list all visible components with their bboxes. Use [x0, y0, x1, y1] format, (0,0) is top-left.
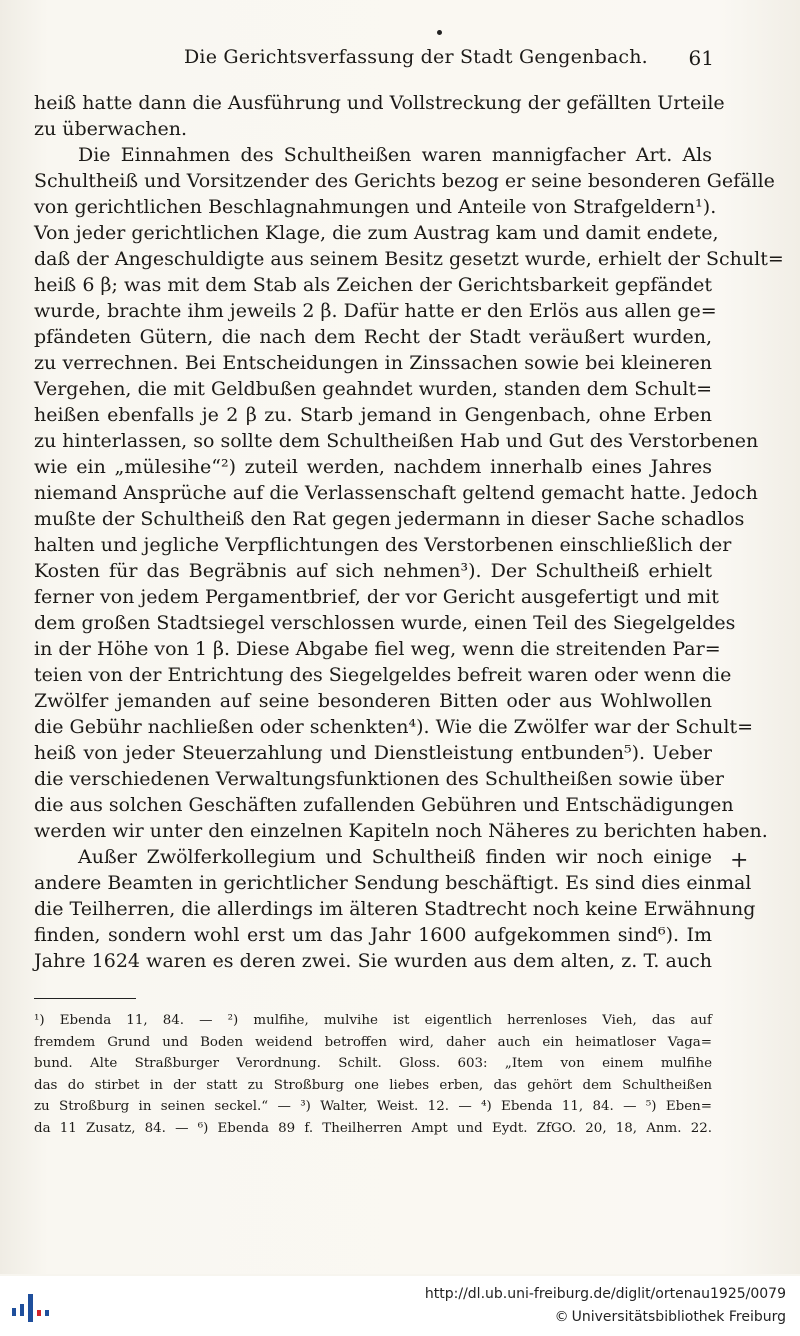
margin-annotation: +: [730, 848, 749, 873]
footnote-line: fremdem Grund und Boden weidend betroffen wird, daher auch ein heimatloser Vaga=: [34, 1034, 712, 1050]
running-title: Die Gerichtsverfassung der Stadt Gengenbach.: [184, 46, 648, 68]
body-line: in der Höhe von 1 β. Diese Abgabe fiel weg, wenn die streitenden Par=: [34, 638, 721, 660]
copyright-notice: [555, 1309, 786, 1325]
body-line: Außer Zwölferkollegium und Schultheiß finden wir noch einige: [78, 846, 712, 868]
body-line: zu hinterlassen, so sollte dem Schultheißen Hab und Gut des Verstorbenen: [34, 430, 759, 452]
footnote-line: zu Stroßburg in seinen seckel.“ — ³) Walter, Weist. 12. — ⁴) Ebenda 11, 84. — ⁵) Eben=: [34, 1099, 712, 1114]
body-line: mußte der Schultheiß den Rat gegen jedermann in dieser Sache schadlos: [34, 508, 745, 530]
body-line: Zwölfer jemanden auf seine besonderen Bitten oder aus Wohlwollen: [34, 690, 712, 712]
body-line: Vergehen, die mit Geldbußen geahndet wurden, standen dem Schult=: [34, 378, 712, 400]
body-line: heißen ebenfalls je 2 β zu. Starb jemand in Gengenbach, ohne Erben: [34, 404, 712, 426]
body-line: wurde, brachte ihm jeweils 2 β. Dafür hatte er den Erlös aus allen ge=: [34, 300, 717, 322]
body-line: Kosten für das Begräbnis auf sich nehmen³). Der Schultheiß erhielt: [34, 560, 712, 582]
body-line: pfändeten Gütern, die nach dem Recht der Stadt veräußert wurden,: [34, 326, 712, 348]
footnote-line: das do stirbet in der statt zu Stroßburg one liebes erben, das gehört dem Schultheißen: [34, 1077, 712, 1093]
body-line: die verschiedenen Verwaltungsfunktionen des Schultheißen sowie über: [34, 768, 724, 790]
page-header: [34, 44, 714, 74]
body-line: werden wir unter den einzelnen Kapiteln noch Näheres zu berichten haben.: [34, 820, 768, 842]
page-number: 61: [688, 46, 714, 70]
print-dot: [437, 30, 442, 35]
body-line: daß der Angeschuldigte aus seinem Besitz gesetzt wurde, erhielt der Schult=: [34, 248, 784, 270]
footer-bar: [0, 1276, 800, 1336]
body-text: [34, 90, 784, 974]
copyright-holder: Universitätsbibliothek Freiburg: [571, 1309, 786, 1325]
body-line: ferner von jedem Pergamentbrief, der vor Gericht ausgefertigt und mit: [34, 586, 719, 608]
body-line: die aus solchen Geschäften zufallenden Gebühren und Entschädigungen: [34, 794, 734, 816]
body-line: heiß 6 β; was mit dem Stab als Zeichen der Gerichtsbarkeit gepfändet: [34, 274, 712, 296]
footnote-line: ¹) Ebenda 11, 84. — ²) mulfihe, mulvihe ist eigentlich herrenloses Vieh, das auf: [34, 1013, 712, 1028]
body-line: niemand Ansprüche auf die Verlassenschaft geltend gemacht hatte. Jedoch: [34, 482, 758, 504]
body-line: heiß von jeder Steuerzahlung und Dienstleistung entbunden⁵). Ueber: [34, 742, 712, 764]
body-line: finden, sondern wohl erst um das Jahr 1600 aufgekommen sind⁶). Im: [34, 924, 712, 946]
body-line: Schultheiß und Vorsitzender des Gerichts bezog er seine besonderen Gefälle: [34, 170, 775, 192]
body-line: halten und jegliche Verpflichtungen des Verstorbenen einschließlich der: [34, 534, 732, 556]
body-line: Die Einnahmen des Schultheißen waren mannigfacher Art. Als: [78, 144, 712, 166]
body-line: Von jeder gerichtlichen Klage, die zum Austrag kam und damit endete,: [34, 222, 719, 244]
body-line: heiß hatte dann die Ausführung und Vollstreckung der gefällten Urteile: [34, 92, 725, 114]
permalink-link[interactable]: http://dl.ub.uni-freiburg.de/diglit/ortenau1925/0079: [424, 1286, 786, 1302]
footnote-line: da 11 Zusatz, 84. — ⁶) Ebenda 89 f. Theilherren Ampt und Eydt. ZfGO. 20, 18, Anm. 22.: [34, 1120, 712, 1136]
body-line: dem großen Stadtsiegel verschlossen wurde, einen Teil des Siegelgeldes: [34, 612, 736, 634]
body-line: Jahre 1624 waren es deren zwei. Sie wurden aus dem alten, z. T. auch: [34, 950, 712, 972]
footnote-line: bund. Alte Straßburger Verordnung. Schilt. Gloss. 603: „Item von einem mulfihe: [34, 1056, 712, 1071]
body-line: die Teilherren, die allerdings im älteren Stadtrecht noch keine Erwähnung: [34, 898, 756, 920]
copyright-symbol: ©: [554, 1309, 569, 1325]
body-line: zu überwachen.: [34, 118, 188, 140]
body-line: von gerichtlichen Beschlagnahmungen und Anteile von Strafgeldern¹).: [34, 196, 717, 218]
body-line: andere Beamten in gerichtlicher Sendung beschäftigt. Es sind dies einmal: [34, 872, 752, 894]
footnotes: [34, 1010, 712, 1139]
body-line: teien von der Entrichtung des Siegelgeldes befreit waren oder wenn die: [34, 664, 732, 686]
body-line: die Gebühr nachließen oder schenkten⁴). Wie die Zwölfer war der Schult=: [34, 716, 754, 738]
body-line: zu verrechnen. Bei Entscheidungen in Zinssachen sowie bei kleineren: [34, 352, 712, 374]
body-line: wie ein „mülesihe“²) zuteil werden, nachdem innerhalb eines Jahres: [34, 456, 712, 478]
footnote-rule: [34, 998, 136, 999]
library-logo-icon: [10, 1290, 52, 1326]
